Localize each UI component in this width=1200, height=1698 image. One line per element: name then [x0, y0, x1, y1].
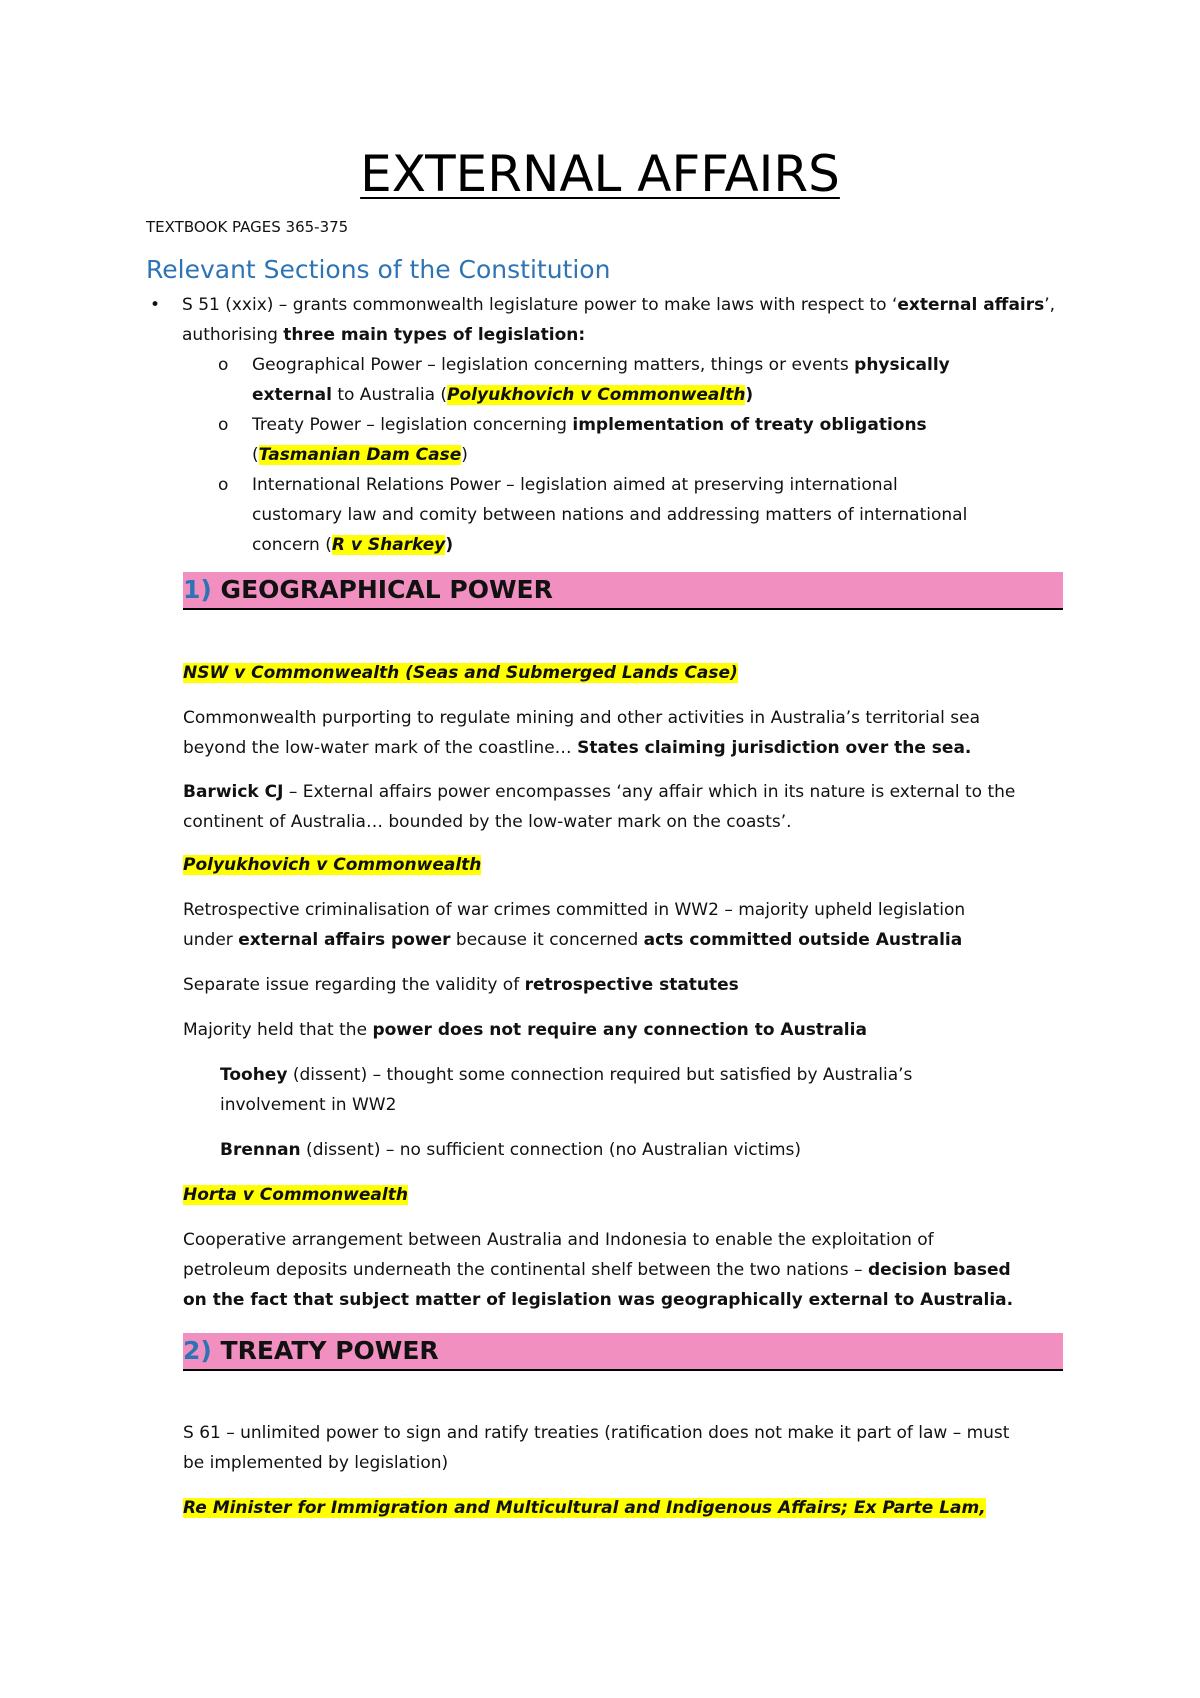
paragraph-seas-lands: Commonwealth purporting to regulate mining and other activities in Australia’s territorial sea beyond the low-water mark of the coastline… States claiming jurisdiction over the sea.: [183, 708, 981, 758]
paragraph-toohey: Toohey (dissent) – thought some connection required but satisfied by Australia’s involvement in WW2: [220, 1065, 913, 1115]
sub-item-text: Geographical Power – legislation concerning matters, things or events physically external to Australia (Polyukhovich v Commonwealth): [252, 355, 950, 405]
document-title: EXTERNAL AFFAIRS: [360, 145, 840, 203]
case-highlight: Polyukhovich v Commonwealth: [447, 385, 746, 405]
sub-item-geographical: [146, 350, 1063, 410]
textbook-pages: TEXTBOOK PAGES 365-375: [146, 218, 349, 236]
sub-item-text: International Relations Power – legislation aimed at preserving international customary law and comity between nations and addressing matters of international concern (R v Sharkey): [252, 475, 968, 555]
sub-item-text: Treaty Power – legislation concerning implementation of treaty obligations (Tasmanian Dam Case): [252, 415, 927, 465]
case-horta: Horta v Commonwealth: [183, 1185, 408, 1205]
paragraph-retrospective: Retrospective criminalisation of war crimes committed in WW2 – majority upheld legislation under external affairs power because it concerned acts committed outside Australia: [183, 900, 966, 950]
section-geographical-power: 1) GEOGRAPHICAL POWER: [183, 572, 1063, 610]
paragraph-horta: Cooperative arrangement between Australia and Indonesia to enable the exploitation of petroleum deposits underneath the continental shelf between the two nations – decision based on the fact that subject matter of legislation was geographically external to Australia.: [183, 1230, 1014, 1310]
bullet-s51: [146, 290, 1063, 350]
bullet-text: S 51 (xxix) – grants commonwealth legislature power to make laws with respect to ‘external affairs’, authorising three main types of legislation:: [182, 295, 1056, 345]
circle-bullet-icon: o: [218, 415, 229, 435]
circle-bullet-icon: o: [218, 355, 229, 375]
relevant-sections-heading: Relevant Sections of the Constitution: [146, 255, 611, 284]
case-nsw-commonwealth: NSW v Commonwealth (Seas and Submerged Lands Case): [183, 663, 738, 683]
paragraph-barwick: Barwick CJ – External affairs power encompasses ‘any affair which in its nature is external to the continent of Australia… bounded by the low-water mark on the coasts’.: [183, 782, 1016, 832]
sub-item-international: [146, 470, 1063, 560]
case-highlight: R v Sharkey: [331, 535, 446, 555]
section-treaty-power: 2) TREATY POWER: [183, 1333, 1063, 1371]
case-highlight: Tasmanian Dam Case: [258, 445, 462, 465]
bullet-dot-icon: •: [150, 295, 161, 315]
case-polyukhovich: Polyukhovich v Commonwealth: [183, 855, 482, 875]
paragraph-brennan: Brennan (dissent) – no sufficient connection (no Australian victims): [220, 1140, 802, 1160]
circle-bullet-icon: o: [218, 475, 229, 495]
case-ex-parte-lam: Re Minister for Immigration and Multicultural and Indigenous Affairs; Ex Parte Lam,: [183, 1498, 986, 1518]
paragraph-s61: S 61 – unlimited power to sign and ratify treaties (ratification does not make it part of law – must be implemented by legislation): [183, 1423, 1010, 1473]
paragraph-separate-issue: Separate issue regarding the validity of retrospective statutes: [183, 975, 739, 995]
sub-item-treaty: [146, 410, 1063, 470]
paragraph-majority: Majority held that the power does not require any connection to Australia: [183, 1020, 867, 1040]
